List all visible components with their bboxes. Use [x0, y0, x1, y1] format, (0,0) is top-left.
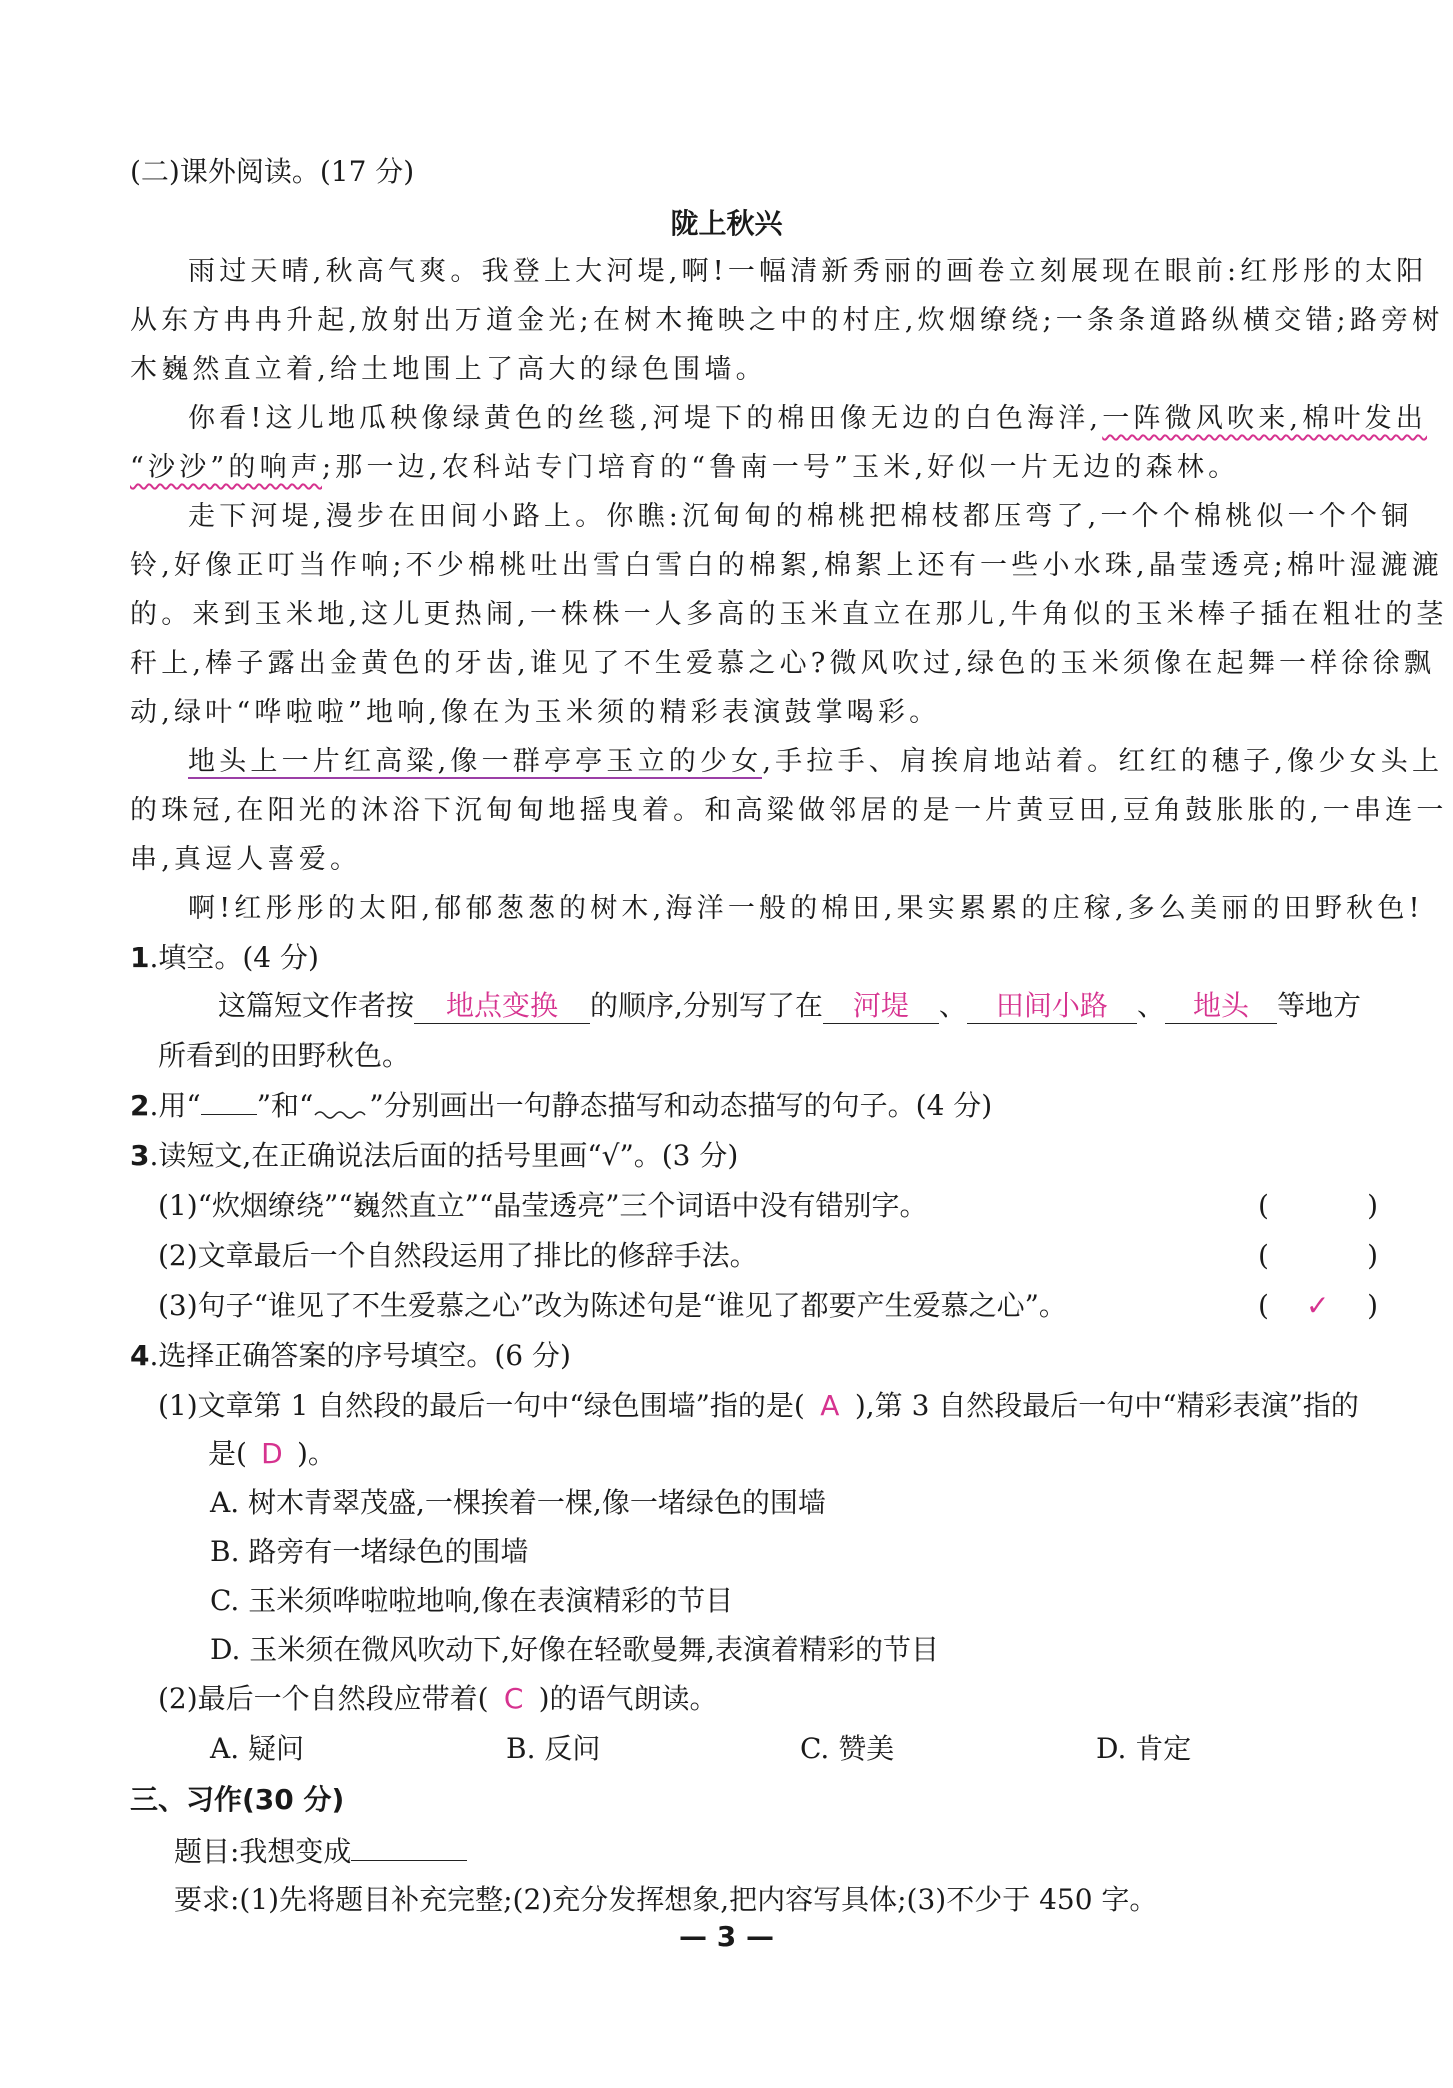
q4-p2-option-a: A. 疑问	[210, 1732, 305, 1765]
q4-p2-text-1: (2)最后一个自然段应带着(	[158, 1682, 489, 1715]
q4-option-b: B. 路旁有一堵绿色的围墙	[210, 1535, 529, 1568]
passage-line-8: 的。来到玉米地,这儿更热闹,一株株一人多高的玉米直立在那儿,牛角似的玉米棒子插在粗壮的茎	[130, 599, 1448, 630]
passage-line-1: 雨过天晴,秋高气爽。我登上大河堤,啊!一幅清新秀丽的画卷立刻展现在眼前:红彤彤的太阳	[188, 256, 1428, 287]
q3-stem-text: .读短文,在正确说法后面的括号里画“√”。(3 分)	[149, 1139, 739, 1172]
q1-answer-3[interactable]: 田间小路	[967, 989, 1137, 1024]
q1-number: 1	[130, 941, 150, 974]
q4-stem	[130, 1336, 571, 1376]
q1-body	[218, 986, 1361, 1026]
q1-stem	[130, 938, 319, 978]
q1-answer-2[interactable]: 河堤	[823, 989, 939, 1024]
q1-stem-text: .填空。(4 分)	[149, 941, 319, 974]
q4-p2-option-d: D. 肯定	[1096, 1732, 1192, 1765]
passage-line-7: 铃,好像正叮当作响;不少棉桃吐出雪白雪白的棉絮,棉絮上还有一些小水珠,晶莹透亮;棉叶湿漉漉	[130, 550, 1443, 581]
q1-answer-1[interactable]: 地点变换	[414, 989, 590, 1024]
passage-line-11	[188, 742, 1443, 782]
q4-p1-text-1: (1)文章第 1 自然段的最后一句中“绿色围墙”指的是(	[158, 1389, 805, 1422]
wavy-line-symbol	[313, 1091, 369, 1121]
q1-sep-2: 、	[1136, 989, 1165, 1022]
q3-stem	[130, 1136, 738, 1176]
page-number: — 3 —	[679, 1920, 774, 1953]
dynamic-sentence-underline-cont: “沙沙”的响声	[130, 452, 323, 483]
q4-part-1-cont	[208, 1434, 336, 1474]
passage-line-10: 动,绿叶“哗啦啦”地响,像在为玉米须的精彩表演鼓掌喝彩。	[130, 697, 941, 728]
q4-option-d: D. 玉米须在微风吹动下,好像在轻歌曼舞,表演着精彩的节目	[210, 1633, 940, 1666]
paren-close: )	[1367, 1239, 1378, 1272]
q1-text-3: 等地方	[1276, 989, 1361, 1022]
static-sentence-underline: 地头上一片红高粱,像一群亭亭玉立的少女	[188, 746, 763, 777]
q2-number: 2	[130, 1089, 150, 1122]
paren-open: (	[1258, 1189, 1269, 1222]
q4-number: 4	[130, 1339, 150, 1372]
passage-line-12: 的珠冠,在阳光的沐浴下沉甸甸地摇曳着。和高粱做邻居的是一片黄豆田,豆角鼓胀胀的,一串连一	[130, 795, 1448, 826]
passage-line-3: 木巍然直立着,给土地围上了高大的绿色围墙。	[130, 354, 767, 385]
passage-title: 陇上秋兴	[670, 207, 783, 240]
writing-requirements: 要求:(1)先将题目补充完整;(2)充分发挥想象,把内容写具体;(3)不少于 450 字。	[174, 1883, 1158, 1916]
passage-line-14: 啊!红彤彤的太阳,郁郁葱葱的树木,海洋一般的棉田,果实累累的庄稼,多么美丽的田野秋色!	[188, 893, 1424, 924]
q4-stem-text: .选择正确答案的序号填空。(6 分)	[149, 1339, 571, 1372]
q4-p2-option-b: B. 反问	[506, 1732, 601, 1765]
q3-mark-3: ✓	[1306, 1289, 1330, 1322]
q2-text-3: ”分别画出一句静态描写和动态描写的句子。(4 分)	[369, 1089, 993, 1122]
paren-open: (	[1258, 1239, 1269, 1272]
q3-item-1: (1)“炊烟缭绕”“巍然直立”“晶莹透亮”三个词语中没有错别字。	[158, 1189, 928, 1222]
q2-text-1: .用“	[149, 1089, 201, 1122]
paren-open: (	[1258, 1289, 1269, 1322]
q4-p1-answer-1[interactable]: A	[820, 1389, 840, 1422]
q4-p1-text-4: )。	[296, 1437, 336, 1470]
passage-line-11-text: ,手拉手、肩挨肩地站着。红红的穗子,像少女头上	[762, 746, 1444, 777]
q1-sep-1: 、	[938, 989, 967, 1022]
passage-line-2: 从东方冉冉升起,放射出万道金光;在树木掩映之中的村庄,炊烟缭绕;一条条道路纵横交错;路旁树	[130, 305, 1444, 336]
paren-close: )	[1367, 1289, 1378, 1322]
passage-line-13: 串,真逗人喜爱。	[130, 844, 362, 875]
q3-item-3: (3)句子“谁见了不生爱慕之心”改为陈述句是“谁见了都要产生爱慕之心”。	[158, 1289, 1067, 1322]
passage-line-5	[130, 448, 1239, 488]
q4-part-1	[158, 1386, 1359, 1426]
q3-number: 3	[130, 1139, 150, 1172]
straight-line-symbol	[201, 1090, 257, 1115]
q3-item-2: (2)文章最后一个自然段运用了排比的修辞手法。	[158, 1239, 758, 1272]
writing-title: 三、习作(30 分)	[130, 1783, 345, 1816]
q4-option-a: A. 树木青翠茂盛,一棵挨着一棵,像一堵绿色的围墙	[210, 1486, 826, 1519]
q4-p1-answer-2[interactable]: D	[261, 1437, 283, 1470]
q1-answer-4[interactable]: 地头	[1165, 989, 1277, 1024]
section-title: (二)课外阅读。(17 分)	[130, 155, 415, 188]
q4-p1-text-2: ),第 3 自然段最后一句中“精彩表演”指的	[854, 1389, 1359, 1422]
passage-line-4	[188, 399, 1427, 439]
q4-p2-text-2: )的语气朗读。	[538, 1682, 718, 1715]
q2	[130, 1086, 992, 1126]
q1-text-4: 所看到的田野秋色。	[158, 1039, 411, 1072]
passage-line-5-text: ;那一边,农科站专门培育的“鲁南一号”玉米,好似一片无边的森林。	[322, 452, 1240, 483]
dynamic-sentence-underline: 一阵微风吹来,棉叶发出	[1102, 403, 1428, 434]
q4-option-c: C. 玉米须哗啦啦地响,像在表演精彩的节目	[210, 1584, 734, 1617]
q1-text-2: 的顺序,分别写了在	[590, 989, 823, 1022]
passage-line-6: 走下河堤,漫步在田间小路上。你瞧:沉甸甸的棉桃把棉枝都压弯了,一个个棉桃似一个个铜	[188, 501, 1413, 532]
paren-close: )	[1367, 1189, 1378, 1222]
passage-line-9: 秆上,棒子露出金黄色的牙齿,谁见了不生爱慕之心?微风吹过,绿色的玉米须像在起舞一样徐徐飘	[130, 648, 1436, 679]
q4-part-2	[158, 1679, 718, 1719]
q1-text-1: 这篇短文作者按	[218, 989, 415, 1022]
writing-topic-text: 题目:我想变成	[174, 1835, 352, 1868]
q4-p1-text-3: 是(	[208, 1437, 247, 1470]
writing-topic	[174, 1830, 467, 1872]
q2-text-2: ”和“	[256, 1089, 314, 1122]
q4-p2-option-c: C. 赞美	[800, 1732, 895, 1765]
passage-line-4-text: 你看!这儿地瓜秧像绿黄色的丝毯,河堤下的棉田像无边的白色海洋,	[188, 403, 1103, 434]
q4-p2-answer[interactable]: C	[503, 1682, 524, 1715]
writing-topic-blank[interactable]	[351, 1830, 467, 1861]
